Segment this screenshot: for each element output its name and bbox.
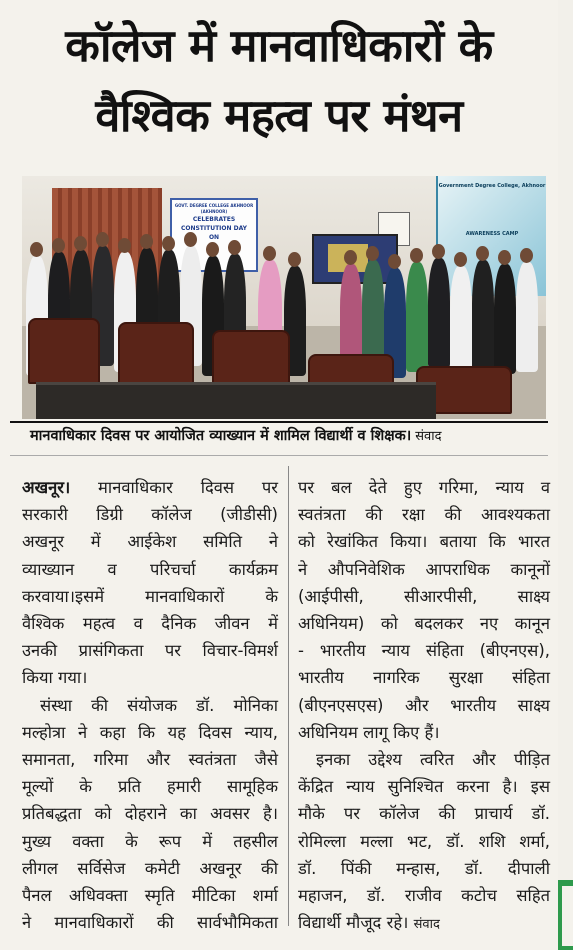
article-text: मानवाधिकार दिवस पर <box>70 478 278 497</box>
article-line: भारतीय नागरिक सुरक्षा संहिता <box>298 668 550 688</box>
chair <box>118 322 194 386</box>
article-line: अधिनियम) को बदलकर नए कानून <box>298 614 550 634</box>
conference-table <box>36 382 436 419</box>
article-line: पैनल अधिवक्ता स्मृति मीटिका शर्मा <box>22 886 278 906</box>
article-line: लीगल सर्विसेज कमेटी अखनूर की <box>22 858 278 878</box>
article-line: समानता, गरिमा और स्वतंत्रता जैसे <box>22 750 278 770</box>
banner-college: GOVT. DEGREE COLLEGE AKHNOOR (AKHNOOR) <box>174 203 254 214</box>
article-line: अखनूर में आईकेश समिति ने <box>22 532 278 552</box>
article-line: - भारतीय न्याय संहिता (बीएनएस), <box>298 641 550 661</box>
article-line: सरकारी डिग्री कॉलेज (जीडीसी) <box>22 505 278 525</box>
article-line: (बीएनएसएस) और भारतीय साक्ष्य <box>298 695 550 715</box>
article-line <box>298 909 550 938</box>
article-line: मौके पर कॉलेज की प्राचार्य डॉ. <box>298 804 550 824</box>
article-line: मल्होत्रा ने कहा कि यह दिवस न्याय, <box>22 722 278 742</box>
article-line: मूल्यों के प्रति हमारी सामूहिक <box>22 777 278 797</box>
caption-credit: संवाद <box>415 429 442 444</box>
banner-line-3: ON <box>208 234 220 241</box>
article-line: उनकी प्रासंगिकता पर विचार-विमर्श <box>22 641 278 661</box>
photo-caption <box>30 424 550 449</box>
article-line: रोमिल्ला मल्ला भट, डॉ. शशि शर्मा, <box>298 831 550 851</box>
headline-line-2: वैश्विक महत्व पर मंथन <box>95 89 463 142</box>
article-column-right <box>298 474 550 938</box>
poster-title: Government Degree College, Akhnoor <box>438 183 546 189</box>
poster-subtitle: AWARENESS CAMP <box>465 231 519 237</box>
caption-text: मानवाधिकार दिवस पर आयोजित व्याख्यान में शामिल विद्यार्थी व शिक्षक। <box>30 428 412 444</box>
article-line: ने मानवाधिकारों की सार्वभौमिकता <box>22 913 278 933</box>
article-line: महाजन, डॉ. राजीव कटोच सहित <box>298 886 550 906</box>
chair <box>28 318 100 384</box>
article-line: को रेखांकित किया। बताया कि भारत <box>298 532 550 552</box>
article-text: विद्यार्थी मौजूद रहे। <box>298 913 409 933</box>
section-rule <box>10 455 548 456</box>
banner-line-1: CELEBRATES <box>192 216 236 223</box>
article-line: किया गया। <box>22 668 88 688</box>
caption-rule <box>10 421 548 423</box>
article-column-left <box>22 474 278 936</box>
article-line: स्वतंत्रता की रक्षा की आवश्यकता <box>298 505 550 525</box>
article-line: ने औपनिवेशिक आपराधिक कानूनों <box>298 559 550 579</box>
article-line: वैश्विक महत्व व दैनिक जीवन में <box>22 614 278 634</box>
dateline: अखनूर। <box>22 478 71 497</box>
headline-line-1: कॉलेज में मानवाधिकारों के <box>65 19 493 72</box>
article-line: मुख्य वक्ता के रूप में तहसील <box>22 831 278 851</box>
column-divider <box>288 466 289 926</box>
article-line: अधिनियम लागू किए हैं। <box>298 722 440 742</box>
article-line: डॉ. पिंकी मन्हास, डॉ. दीपाली <box>298 858 550 878</box>
news-photo <box>22 176 546 419</box>
article-line: केंद्रित न्याय सुनिश्चित करना है। इस <box>298 777 550 797</box>
banner-line-2: CONSTITUTION DAY <box>180 225 248 232</box>
article-line: (आईपीसी, सीआरपीसी, साक्ष्य <box>298 586 550 606</box>
article-line: संस्था की संयोजक डॉ. मोनिका <box>40 695 278 715</box>
article-line <box>22 474 278 501</box>
article-line: पर बल देते हुए गरिमा, न्याय व <box>298 478 550 497</box>
article-line: व्याख्यान व परिचर्चा कार्यक्रम <box>22 559 278 579</box>
article-line: प्रतिबद्धता को दोहराने का अवसर है। <box>22 804 278 824</box>
article-line: इनका उद्देश्य त्वरित और पीड़ित <box>316 750 550 770</box>
adjacent-clipping-edge <box>558 880 573 950</box>
article-line: करवाया।इसमें मानवाधिकारों के <box>22 586 278 606</box>
article-credit: संवाद <box>413 917 440 933</box>
